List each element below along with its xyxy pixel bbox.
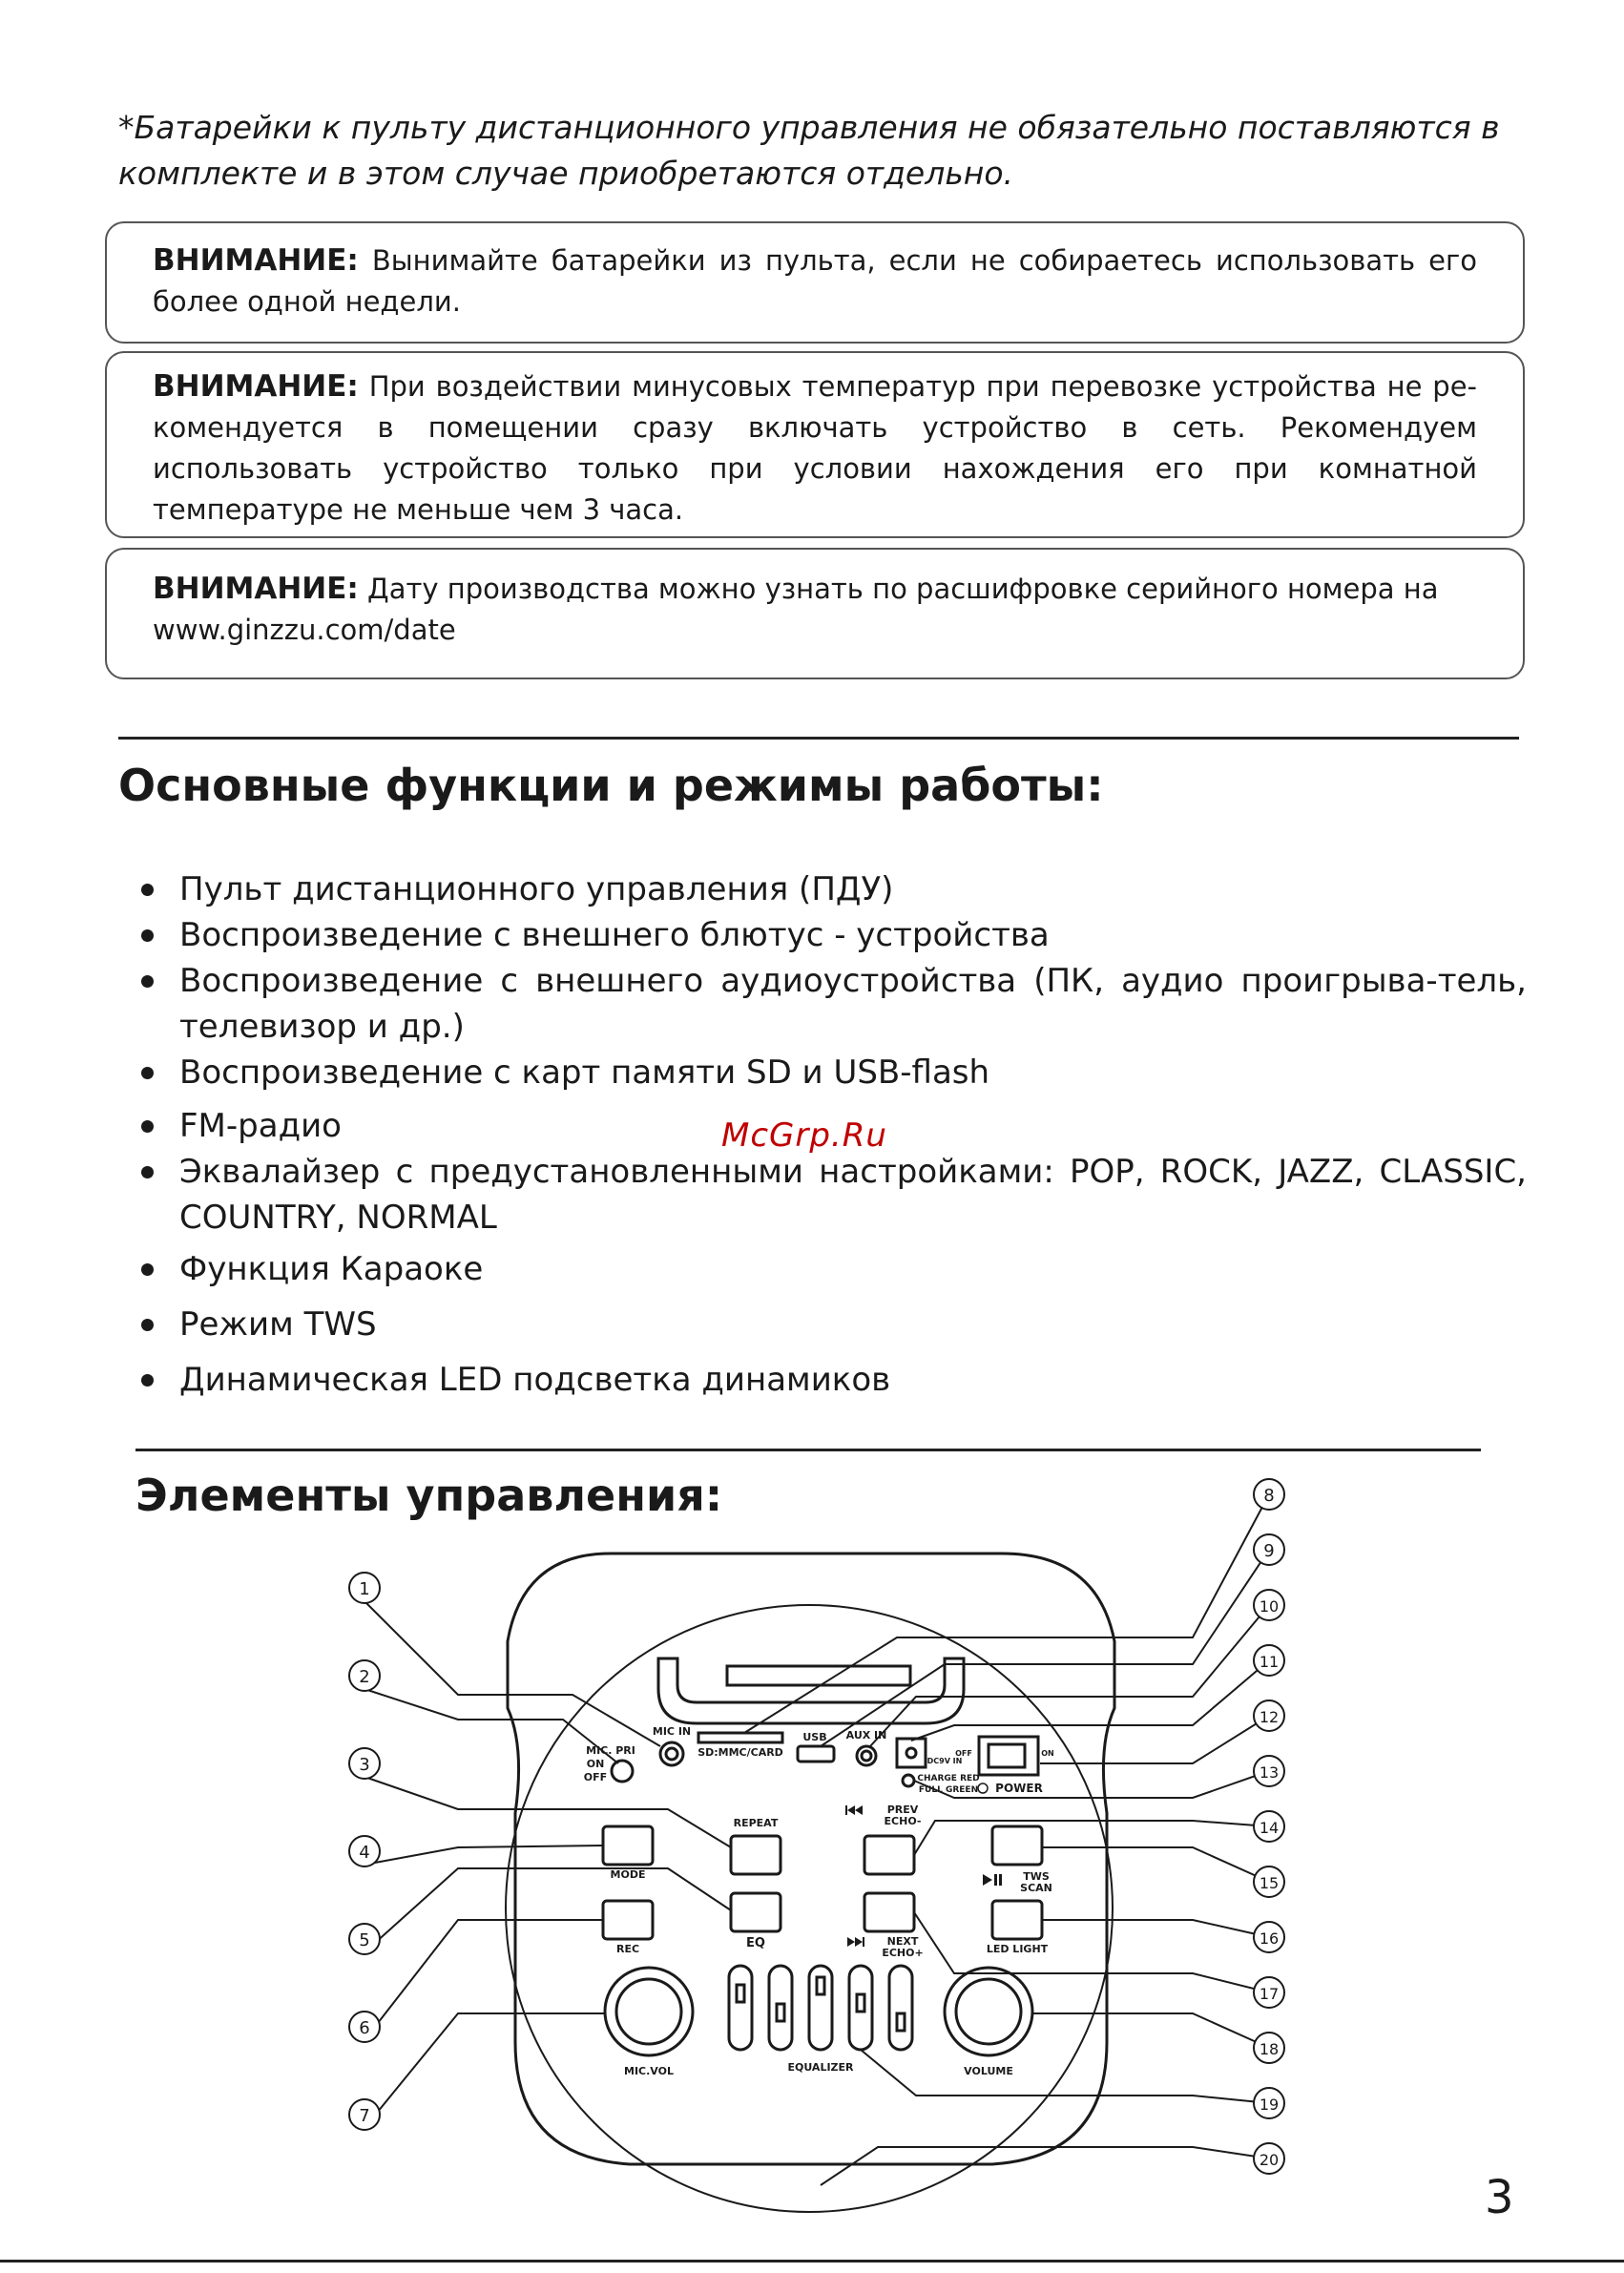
aux-in-jack	[857, 1746, 876, 1765]
features-heading: Основные функции и режимы работы:	[118, 760, 1104, 811]
callout-number: 13	[1259, 1763, 1280, 1782]
callout-number: 10	[1259, 1597, 1280, 1616]
controls-heading: Элементы управления:	[135, 1470, 723, 1521]
callout-number: 16	[1259, 1929, 1280, 1948]
label-mic-pri: MIC. PRI	[586, 1744, 635, 1757]
label-scan: SCAN	[1020, 1882, 1052, 1894]
handle-slot	[727, 1666, 910, 1685]
eq-button	[731, 1893, 781, 1931]
callout-number: 1	[359, 1579, 370, 1599]
callout-number: 15	[1259, 1874, 1280, 1892]
mic-vol-knob	[605, 1968, 693, 2055]
list-item: Функция Караоке	[134, 1246, 1527, 1292]
label-sd-card: SD:MMC/CARD	[697, 1746, 783, 1759]
list-item: Воспроизведение с внешнего аудиоустройства (ПК, аудио проигрыва-тель, телевизор и др.)	[134, 958, 1527, 1050]
callout-number: 5	[359, 1930, 370, 1950]
list-item: Режим TWS	[134, 1302, 1527, 1347]
label-next: NEXT	[886, 1935, 919, 1948]
next-button	[864, 1893, 914, 1931]
led-light-button	[992, 1901, 1042, 1939]
rec-button	[603, 1901, 653, 1939]
label-switch-on: ON	[1041, 1749, 1054, 1758]
callout-number: 9	[1263, 1541, 1275, 1561]
warning-text: При воздействии минусовых температур при перевозке устройства не ре-комендуется в помещении сразу включать устройство в сеть. Рекомендуем использовать устройство только при условии нахождения его при комнатной температуре не меньше чем 3 часа.	[153, 370, 1478, 526]
callout-number: 4	[359, 1843, 370, 1863]
tws-button	[992, 1826, 1042, 1865]
label-prev: PREV	[886, 1804, 919, 1816]
mic-in-jack	[660, 1742, 683, 1765]
label-volume: VOLUME	[964, 2065, 1013, 2077]
next-icon	[847, 1937, 864, 1947]
watermark: McGrp.Ru	[721, 1116, 887, 1155]
label-charge: CHARGE RED	[917, 1774, 980, 1783]
aux-in-jack-inner	[862, 1751, 871, 1761]
repeat-button	[731, 1836, 781, 1874]
label-eq: EQ	[746, 1936, 765, 1950]
label-dc-in: DC9V IN	[927, 1757, 963, 1765]
label-aux-in: AUX IN	[845, 1729, 887, 1741]
label-rec: REC	[615, 1943, 640, 1955]
label-repeat: REPEAT	[733, 1817, 779, 1829]
dc-in-port	[897, 1739, 926, 1767]
label-power: POWER	[995, 1782, 1043, 1795]
mic-pri-switch	[612, 1761, 633, 1782]
callout-number: 7	[359, 2106, 370, 2126]
warning-label: ВНИМАНИЕ:	[153, 243, 359, 278]
callout-number: 14	[1259, 1819, 1280, 1837]
list-item: Пульт дистанционного управления (ПДУ)	[134, 866, 1527, 912]
warning-text: Вынимайте батарейки из пульта, если не собираетесь использовать его более одной недели.	[153, 244, 1478, 318]
callout-number: 12	[1259, 1708, 1280, 1726]
label-off: OFF	[583, 1771, 608, 1783]
label-switch-off: OFF	[955, 1749, 972, 1758]
prev-button	[864, 1836, 914, 1874]
warning-label: ВНИМАНИЕ:	[153, 572, 359, 606]
volume-knob	[945, 1968, 1032, 2055]
list-item: FM-радио	[134, 1103, 1527, 1149]
label-mic-vol: MIC.VOL	[624, 2065, 674, 2077]
label-usb: USB	[802, 1731, 827, 1743]
page-number: 3	[1485, 2171, 1514, 2224]
warning-text: Дату производства можно узнать по расшифровке серийного номера на www.ginzzu.com/date	[153, 573, 1439, 646]
label-tws: TWS	[1023, 1870, 1050, 1883]
label-full: FULL GREEN	[918, 1785, 979, 1795]
usb-port	[798, 1746, 834, 1762]
callout-number: 17	[1259, 1985, 1280, 2003]
equalizer-sliders	[729, 1966, 912, 2050]
callout-leaders	[364, 1494, 1269, 2185]
label-mic-in: MIC IN	[652, 1725, 692, 1738]
prev-icon	[845, 1805, 863, 1815]
label-on: ON	[586, 1758, 605, 1770]
callout-number: 8	[1263, 1486, 1275, 1506]
mode-button	[603, 1826, 653, 1865]
play-pause-icon	[983, 1874, 1002, 1886]
list-item: Воспроизведение с карт памяти SD и USB-flash	[134, 1050, 1527, 1095]
list-item: Динамическая LED подсветка динамиков	[134, 1357, 1527, 1403]
list-item: Воспроизведение с внешнего блютус - устройства	[134, 912, 1527, 958]
callout-number: 20	[1259, 2151, 1280, 2169]
charge-led	[903, 1775, 914, 1786]
label-mode: MODE	[610, 1868, 646, 1881]
power-icon	[978, 1783, 988, 1793]
callout-number: 19	[1259, 2096, 1280, 2114]
mic-in-jack-inner	[666, 1748, 677, 1760]
callout-number: 18	[1259, 2040, 1280, 2058]
label-echo-minus: ECHO-	[884, 1815, 922, 1827]
callout-number: 2	[359, 1667, 370, 1687]
label-echo-plus: ECHO+	[882, 1947, 924, 1959]
callout-number: 3	[359, 1755, 370, 1775]
label-equalizer: EQUALIZER	[787, 2061, 854, 2074]
battery-note: *Батарейки к пульту дистанционного управления не обязательно поставляются в комплекте и в этом случае приобретаются отдельно.	[118, 109, 1500, 192]
warning-label: ВНИМАНИЕ:	[153, 369, 359, 404]
callout-number: 11	[1259, 1653, 1280, 1671]
label-led-light: LED LIGHT	[986, 1943, 1049, 1955]
sd-card-slot	[698, 1733, 782, 1742]
bottom-rule	[0, 2260, 1624, 2263]
callout-number: 6	[359, 2018, 370, 2038]
list-item: Эквалайзер с предустановленными настройками: POP, ROCK, JAZZ, CLASSIC, COUNTRY, NORMAL	[134, 1149, 1527, 1241]
